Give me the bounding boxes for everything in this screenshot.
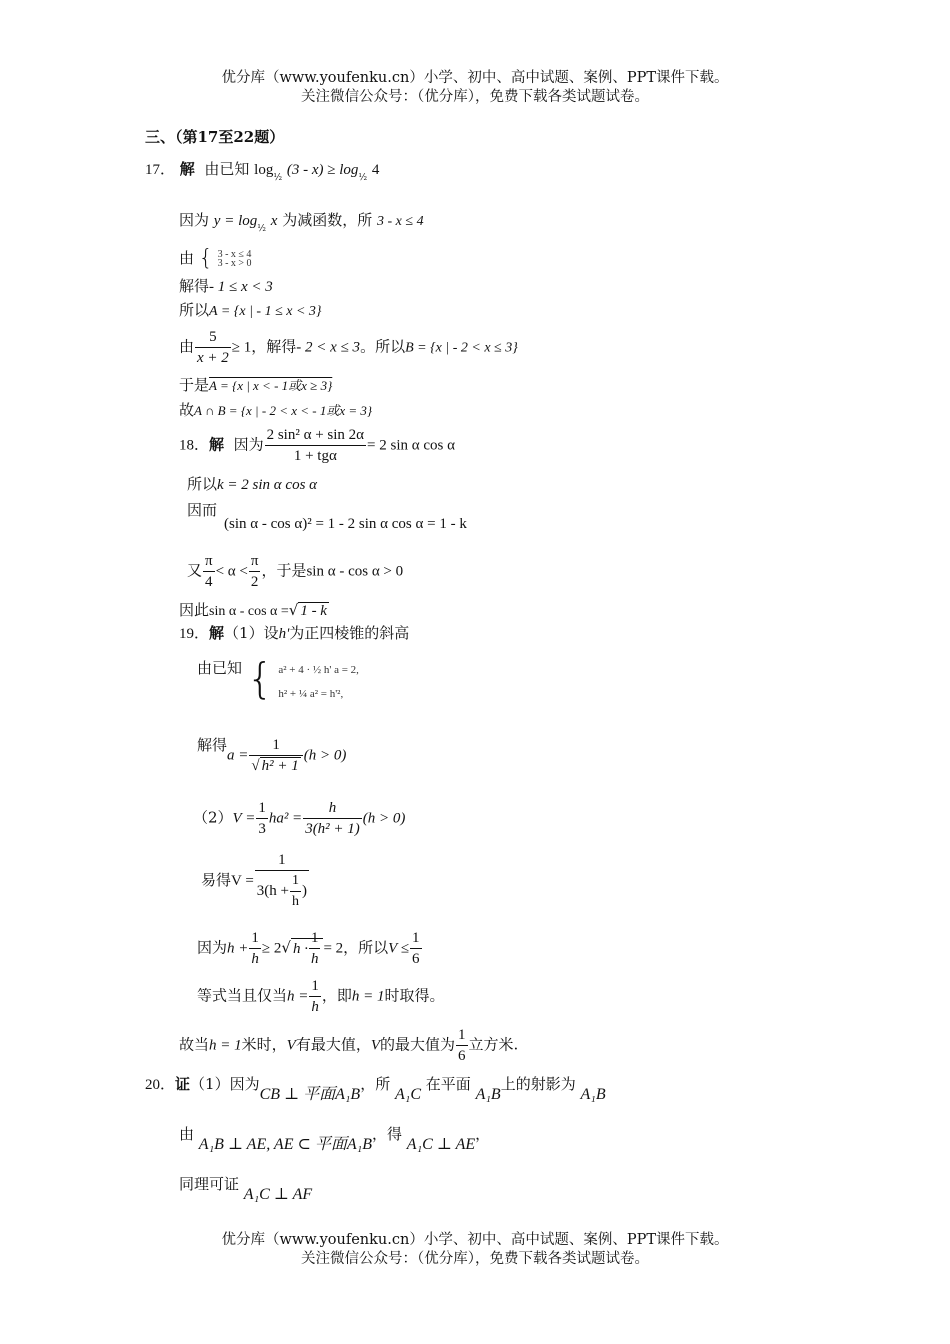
p19-l6-eq: = 2 — [323, 940, 344, 957]
p19-l1-math: h' — [278, 626, 290, 642]
p17-l6-math3: B = {x | - 2 < x ≤ 3} — [405, 340, 518, 356]
p20-l1-math: CB ⊥ 平面A₁B — [259, 1086, 361, 1103]
p19-line-1 — [179, 623, 409, 644]
p19-l7-math: h = — [287, 988, 309, 1005]
p18-l5-text: 因此 — [179, 601, 210, 619]
p19-l6-sq-a: h · — [292, 940, 308, 957]
p19-l3-den: h² + 1 — [261, 758, 299, 774]
p19-l4-math: V = — [232, 810, 256, 827]
p19-l1-text2: 为正四棱锥的斜高 — [289, 624, 410, 642]
p18-l4-mid: < α < — [215, 563, 248, 580]
p18-l4-text: 又 — [187, 561, 203, 580]
p17-line-4 — [179, 276, 273, 297]
p19-l5-den-d: h — [292, 894, 300, 909]
p17-l3-text: 由 — [179, 249, 195, 267]
p17-jie: 解 — [179, 160, 195, 178]
p19-l6-text: 因为 — [197, 938, 228, 957]
p18-l1-num: 2 sin² α + sin 2α — [265, 425, 366, 446]
p17-l2-math-a: y = log — [213, 213, 258, 229]
p18-l1-den: 1 + tgα — [293, 448, 337, 464]
p17-l5-text: 所以 — [179, 301, 210, 319]
p17-line-5 — [179, 300, 322, 322]
p19-l7-fn: 1 — [309, 976, 321, 997]
p19-jie: 解 — [209, 624, 225, 642]
p17-l6-num: 5 — [195, 327, 231, 348]
p17-line-8 — [179, 400, 372, 421]
p19-l2-sys-2: h² + ¼ a² = h'², — [278, 688, 344, 700]
p19-l5-den-b: ) — [302, 882, 308, 899]
p19-l4-f1d: 3 — [258, 821, 266, 837]
section-title: 三、（第17至22题） — [145, 128, 285, 146]
p20-l1-math2: A₁C — [394, 1086, 421, 1103]
p18-line-1 — [179, 425, 455, 469]
p20-l2-text2: ，得 — [372, 1125, 403, 1143]
p19-line-2: 由已知 { a² + 4 · ½ h' a = 2, h² + ¼ a² = h'², — [197, 658, 359, 708]
p17-l2-text2: 为减函数，所 — [282, 211, 373, 229]
p17-l6-text3: 。所以 — [360, 337, 406, 356]
header-line-2: 关注微信公众号：（优分库），免费下载各类试题试卷。 — [301, 89, 649, 105]
p19-l4-cond: (h > 0) — [362, 810, 406, 827]
p19-l7-math2: h = 1 — [351, 988, 385, 1005]
p19-l3-cond: (h > 0) — [303, 747, 347, 764]
p19-l5-num: 1 — [255, 850, 309, 871]
p17-line-2: 因为 $y = \log_{\frac{1}{2}} x$ 为减函数，所 3 - x ≤ 4 — [179, 211, 424, 234]
p19-l5-math: V = — [231, 873, 254, 889]
p19-l6-text2: ，所以 — [343, 938, 389, 957]
p19-l4-f2n: h — [303, 798, 362, 819]
p17-l6-text: 由 — [179, 337, 195, 356]
p17-l2-math-c: 3 - x ≤ 4 — [377, 214, 424, 229]
p19-l4-mid: ha² = — [268, 810, 303, 827]
p19-l7-text3: 时取得。 — [384, 986, 445, 1005]
p18-l2-math: k = 2 sin α cos α — [217, 477, 318, 493]
p17-l3-sys-2: 3 - x > 0 — [217, 258, 252, 269]
p20-l1-text: （1）因为 — [190, 1075, 260, 1093]
footer-line-2: 关注微信公众号：（优分库），免费下载各类试题试卷。 — [301, 1251, 649, 1267]
p19-line-6: 因为h + $\frac{1}{h}$ ≥ 2√ h · $\frac{1}{h}$ = 2，所以V ≤ $\frac{1}{6}$ — [197, 930, 420, 967]
p20-zheng: 证 — [175, 1075, 191, 1093]
p17-l5-math: A = {x | - 1 ≤ x < 3} — [209, 304, 322, 319]
p19-l6-sq-d: h — [310, 951, 319, 967]
p17-l7-text: 于是 — [179, 376, 210, 394]
p19-l4-f2d: 3(h² + 1) — [305, 821, 360, 837]
p19-l7-fd: h — [311, 999, 319, 1015]
p20-l1-text2: ，所 — [360, 1075, 391, 1093]
p17-l6-math2: - 2 < x ≤ 3 — [296, 339, 361, 356]
p17-l1-rest: (3 - x) ≥ log — [286, 162, 359, 178]
p19-l2-sys-1: a² + 4 · ½ h' a = 2, — [278, 664, 359, 676]
p19-l6-f2d: 6 — [412, 951, 420, 967]
p19-l2-text: 由已知 — [197, 659, 243, 677]
p19-l3-text: 解得 — [197, 736, 228, 754]
p17-l2-text: 因为 — [179, 211, 210, 229]
p19-l1-text: （1）设 — [224, 624, 279, 642]
p19-l6-mid: ≥ 2 — [261, 940, 282, 957]
p18-l4-f2d: 2 — [250, 574, 259, 590]
p20-number: 20． — [145, 1077, 176, 1093]
p19-l5-den-n: 1 — [290, 871, 301, 892]
p17-l8-text: 故 — [179, 401, 195, 419]
p18-line-5: 因此sin α - cos α =√ 1 - k — [179, 601, 327, 619]
p19-line-3: 解得a = $\frac{1}{\text{√ h² + 1}}$ (h > 0) — [197, 736, 347, 774]
p19-l6-math: h + — [227, 940, 249, 957]
p18-l5-math: sin α - cos α = — [209, 604, 289, 619]
p19-l6-fd: h — [251, 951, 259, 967]
p19-l8-fd: 6 — [458, 1048, 466, 1064]
p19-line-5 — [201, 850, 310, 920]
p20-line-1 — [145, 1074, 606, 1104]
p18-l1-math: = 2 sin α cos α — [367, 437, 455, 454]
p17-l2-math-b: x — [270, 213, 278, 229]
p19-line-4 — [193, 798, 405, 844]
p17-l7-math: A = {x | x < - 1或x ≥ 3} — [209, 378, 333, 393]
p18-number: 18． — [179, 437, 210, 454]
p18-line-4 — [187, 551, 403, 595]
p18-jie: 解 — [209, 435, 225, 454]
p19-l5-den-a: 3(h + — [256, 882, 290, 899]
p19-l3-num: 1 — [249, 735, 302, 756]
p17-l6-den: x + 2 — [197, 350, 229, 366]
p17-line-1: 17． 解 由已知 $\log_{\frac{1}{2}} (3 - x) \ge \log_{\frac{1}{2}} 4$ — [145, 160, 380, 183]
p20-l1-math4: A₁B — [580, 1086, 606, 1103]
p19-l6-f2n: 1 — [410, 928, 422, 949]
p20-l2-text: 由 — [179, 1125, 195, 1143]
p19-l8-text2: 米时， — [241, 1035, 287, 1054]
p17-l8-math: A ∩ B = {x | - 2 < x < - 1或x = 3} — [194, 403, 373, 418]
p18-line-3b — [224, 513, 467, 534]
p17-line-3: 由 { 3 - x ≤ 4 3 - x > 0 — [179, 246, 252, 271]
p19-l5-text: 易得 — [201, 871, 232, 889]
p18-l4-text2: ，于是 — [261, 561, 307, 580]
p18-l4-f1n: π — [203, 551, 215, 572]
p20-l2-text3: ， — [475, 1125, 491, 1143]
p17-l4-text: 解得 — [179, 277, 210, 295]
p18-l3-math: (sin α - cos α)² = 1 - 2 sin α cos α = 1 - k — [224, 516, 467, 532]
p18-l1-text: 因为 — [233, 435, 264, 454]
p17-l6-text2: ，解得 — [251, 337, 297, 356]
p18-line-3a — [187, 500, 217, 520]
header-line-1: 优分库（www.youfenku.cn）小学、初中、高中试题、案例、PPT课件下载。 — [221, 70, 729, 86]
p19-number: 19． — [179, 626, 210, 642]
p19-l3-math: a = — [227, 747, 249, 764]
p17-line-7 — [179, 375, 332, 396]
p19-l4-text: （2） — [193, 808, 233, 827]
p19-l6-math2: V ≤ — [388, 940, 410, 957]
p20-l3-text: 同理可证 — [179, 1175, 240, 1193]
p17-l1-text: 由已知 — [204, 160, 250, 178]
p17-l3-sys-1: 3 - x ≤ 4 — [217, 249, 252, 260]
p20-l3-math: A₁C ⊥ AF — [243, 1186, 313, 1203]
p17-number: 17． — [145, 162, 176, 178]
p19-l7-text2: ，即 — [321, 986, 352, 1005]
p17-l1-end: 4 — [371, 162, 380, 178]
p19-l8-math3: V — [370, 1037, 381, 1054]
p19-l8-text: 故当 — [179, 1035, 210, 1054]
p18-line-2 — [187, 474, 317, 495]
p20-l1-math3: A₁B — [475, 1086, 501, 1103]
footer-line-1: 优分库（www.youfenku.cn）小学、初中、高中试题、案例、PPT课件下载。 — [221, 1232, 729, 1248]
p17-l6-math: ≥ 1 — [231, 339, 252, 356]
p19-line-7 — [197, 976, 445, 1020]
p19-l4-f1n: 1 — [256, 798, 268, 819]
p20-l1-text4: 上的射影为 — [500, 1075, 576, 1093]
p17-l1-log: log — [254, 162, 274, 178]
p17-line-6 — [179, 327, 518, 371]
p19-l6-sq-n: 1 — [309, 928, 321, 949]
p18-l2-text: 所以 — [187, 475, 218, 493]
p18-l4-f1d: 4 — [205, 574, 213, 590]
p19-l8-text3: 有最大值， — [295, 1035, 371, 1054]
p19-line-8 — [179, 1025, 518, 1069]
p20-l2-math2: A₁C ⊥ AE — [406, 1136, 476, 1153]
p19-l8-text5: 立方米. — [468, 1035, 519, 1054]
p19-l8-math: h = 1 — [209, 1037, 242, 1054]
p18-l4-f2n: π — [249, 551, 261, 572]
p19-l6-fn: 1 — [249, 928, 261, 949]
p18-l3-text: 因而 — [187, 501, 218, 519]
p20-line-2 — [179, 1124, 490, 1154]
p20-l1-text3: 在平面 — [425, 1075, 471, 1093]
p18-l5-sqrt: 1 - k — [300, 603, 327, 619]
p20-l2-math: A₁B ⊥ AE, AE ⊂ 平面A₁B — [198, 1136, 372, 1153]
p17-l4-math: - 1 ≤ x < 3 — [209, 279, 273, 295]
p19-l8-fn: 1 — [456, 1025, 468, 1046]
p19-l8-math2: V — [286, 1037, 296, 1054]
p20-line-3 — [179, 1174, 312, 1204]
p18-l4-math: sin α - cos α > 0 — [306, 563, 404, 580]
p19-l7-text: 等式当且仅当 — [197, 986, 288, 1005]
p19-l8-text4: 的最大值为 — [380, 1035, 456, 1054]
